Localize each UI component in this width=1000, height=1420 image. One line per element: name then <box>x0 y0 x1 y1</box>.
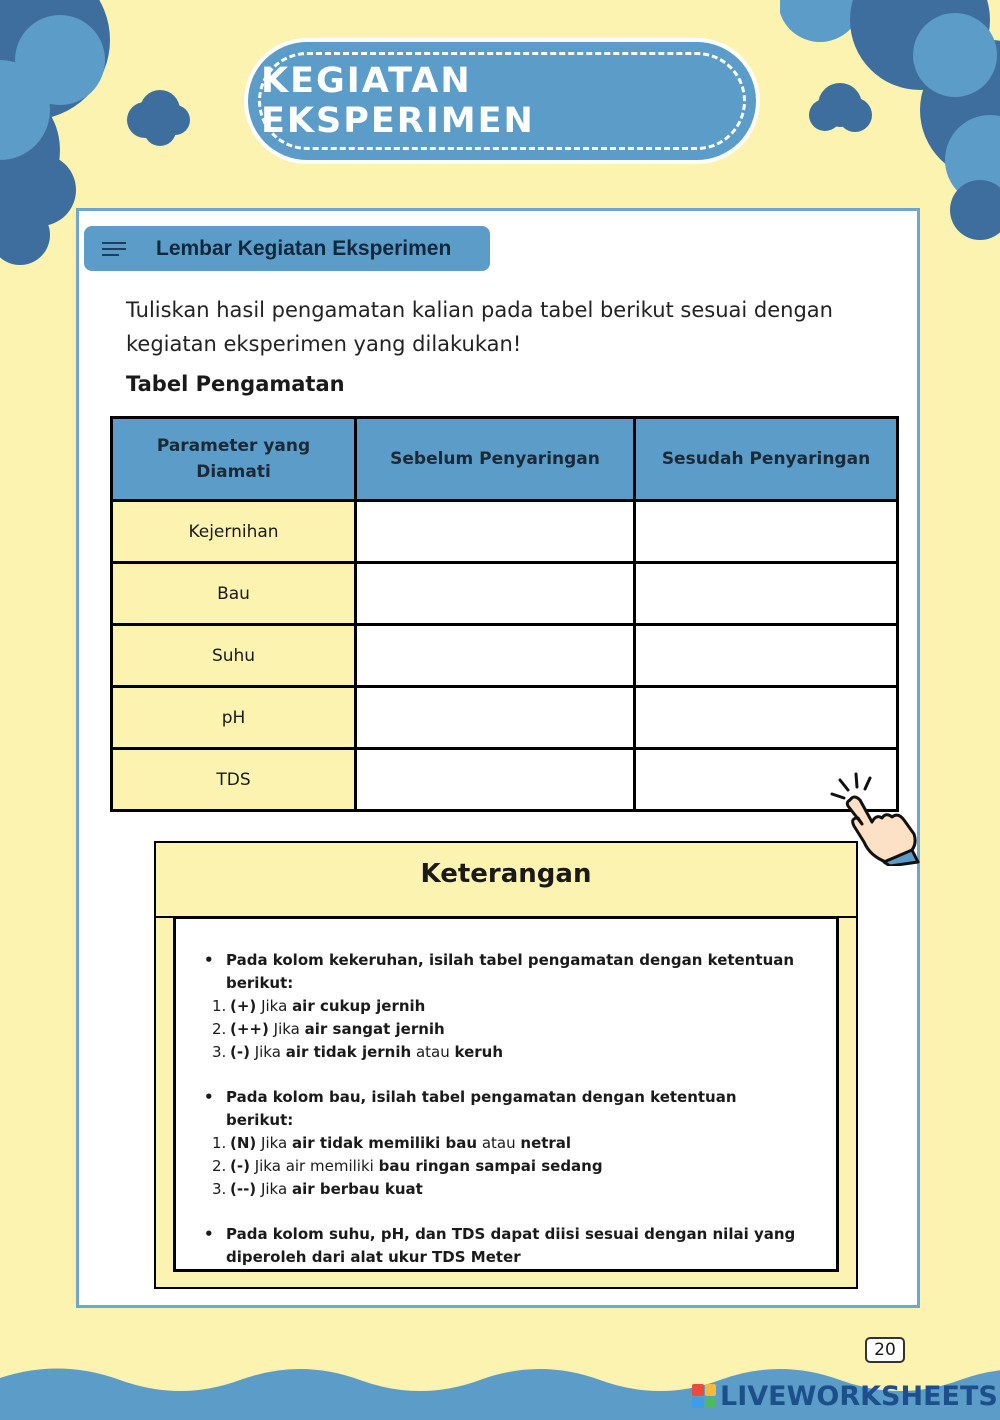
legend-bullet: • Pada kolom bau, isilah tabel pengamatan dengan ketentuan berikut: <box>204 1088 737 1129</box>
answer-cell-before[interactable] <box>356 687 635 749</box>
answer-cell-before[interactable] <box>356 501 635 563</box>
answer-cell-before[interactable] <box>356 625 635 687</box>
page-title: KEGIATAN EKSPERIMEN <box>261 61 535 141</box>
table-row <box>112 687 898 749</box>
param-cell: Kejernihan <box>112 501 356 563</box>
legend-rule: 2. (++) Jika air sangat jernih <box>212 1020 445 1038</box>
cloud-decoration-right <box>780 0 1000 240</box>
legend-rule: 3. (-) Jika air tidak jernih atau keruh <box>212 1043 504 1061</box>
table-row <box>112 501 898 563</box>
menu-icon <box>102 238 126 260</box>
table-title: Tabel Pengamatan <box>126 372 345 396</box>
header-after: Sesudah Penyaringan <box>635 418 898 501</box>
legend-title: Keterangan <box>420 859 592 889</box>
legend-rule: 1. (N) Jika air tidak memiliki bau atau netral <box>212 1134 572 1152</box>
answer-cell-after[interactable] <box>635 625 898 687</box>
section-tag-label: Lembar Kegiatan Eksperimen <box>156 236 452 260</box>
param-cell: TDS <box>112 749 356 811</box>
section-tag <box>84 226 490 271</box>
header-parameter: Parameter yang Diamati <box>112 418 356 501</box>
instruction-text: Tuliskan hasil pengamatan kalian pada tabel berikut sesuai dengan kegiatan eksperimen yang dilakukan! <box>126 298 833 356</box>
legend-rule: 1. (+) Jika air cukup jernih <box>212 997 426 1015</box>
header-before: Sebelum Penyaringan <box>356 418 635 501</box>
param-cell: pH <box>112 687 356 749</box>
legend-rule: 2. (-) Jika air memiliki bau ringan sampai sedang <box>212 1157 603 1175</box>
answer-cell-after[interactable] <box>635 687 898 749</box>
answer-cell-after[interactable] <box>635 501 898 563</box>
legend-bullet: • Pada kolom kekeruhan, isilah tabel pengamatan dengan ketentuan berikut: <box>204 951 795 992</box>
liveworksheets-icon <box>692 1384 716 1408</box>
param-cell: Bau <box>112 563 356 625</box>
table-row <box>112 749 898 811</box>
table-row <box>112 563 898 625</box>
page-number: 20 <box>865 1337 905 1363</box>
answer-cell-after[interactable] <box>635 563 898 625</box>
table-row <box>112 625 898 687</box>
brand-logo[interactable] <box>692 1380 998 1412</box>
legend-content <box>173 916 839 1272</box>
legend-bullet: • Pada kolom suhu, pH, dan TDS dapat diisi sesuai dengan nilai yang diperoleh dari alat ukur TDS Meter <box>204 1225 796 1266</box>
answer-cell-before[interactable] <box>356 749 635 811</box>
title-banner <box>248 42 756 160</box>
brand-text: LIVEWORKSHEETS <box>720 1380 998 1412</box>
table-header-row <box>112 418 898 501</box>
answer-cell-before[interactable] <box>356 563 635 625</box>
observation-table <box>110 416 899 812</box>
param-cell: Suhu <box>112 625 356 687</box>
legend-rule: 3. (--) Jika air berbau kuat <box>212 1180 423 1198</box>
